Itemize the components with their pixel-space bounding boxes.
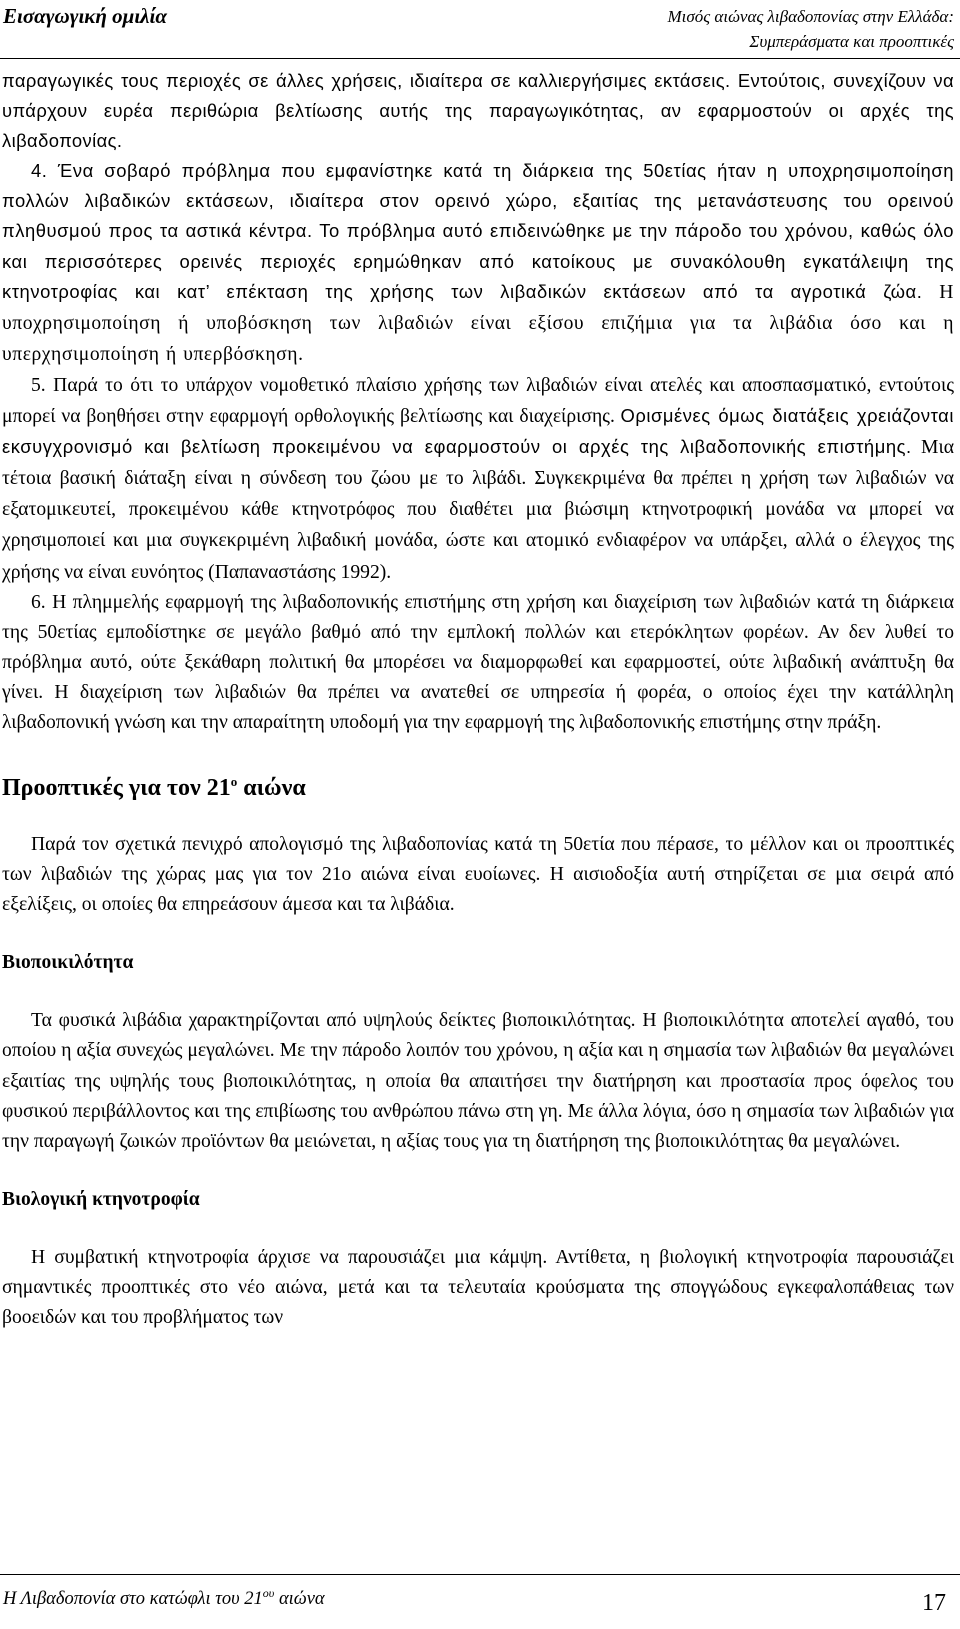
point-4-part-3: Η υποχρησιμοποίηση ή υποβόσκηση των λιβαδιών είναι εξίσου επιζήμια για τα λιβάδια όσο και η υπερχησιμοποίηση ή υπερβόσκηση. — [2, 281, 954, 365]
paragraph-biodiversity: Τα φυσικά λιβάδια χαρακτηρίζονται από υψηλούς δείκτες βιοποικιλότητας. Η βιοποικιλότητα αποτελεί αγαθό, του οποίου η αξία συνεχώς μεγαλώνει. Με την πάροδο λοιπόν του χρόνου, η αξία και η σημασία των λιβαδιών θα μεγαλώνει εξαιτίας της υψηλής τους βιοποικιλότητας, η οποία θα απαιτήσει την διατήρηση και προστασία προς όφελος του φυσικού περιβάλλοντος και της επιβίωσης του ανθρώπου πάνω στη γη. Με άλλα λόγια, όσο η σημασία των λιβαδιών για την παραγωγή ζωικών προϊόντων θα μειώνεται, η αξίας τους για τη διατήρηση της βιοποικιλότητας θα μεγαλώνει. — [2, 1010, 954, 1152]
paragraph-point-5 — [2, 370, 954, 588]
page-body — [2, 66, 954, 1333]
footer-title — [3, 1585, 325, 1610]
section-heading-text: Προοπτικές για τον 21 — [2, 775, 231, 802]
page-number: 17 — [922, 1590, 946, 1616]
point-4-part-2: Το πρόβλημα αυτό επιδεινώθηκε με την πάροδο του χρόνου, καθώς όλο και περισσότερες ορεινές περιοχές ερημώθηκαν από κατοίκους με συνακόλουθη εγκατάλειψη της κτηνοτροφίας και κατ’ επέκταση της χρήσης των λιβαδικών εκτάσεων από τα αγροτικά ζώα. — [2, 220, 955, 302]
footer-title-superscript: ου — [262, 1585, 275, 1600]
paragraph-prospects: Παρά τον σχετικά πενιχρό απολογισμό της λιβαδοπονίας κατά τη 50ετία που πέρασε, το μέλλον και οι προοπτικές των λιβαδιών της χώρας μας για τον 21ο αιώνα είναι ευοίωνες. Η αισιοδοξία αυτή στηρίζεται σε μια σειρά από εξελίξεις, οι οποίες θα επηρεάσουν άμεσα και τα λιβάδια. — [2, 834, 954, 916]
section-heading-end: αιώνα — [243, 775, 306, 802]
point-5-part-4: Συγκεκριμένα θα πρέπει η χρήση των λιβαδιών να εξατομικευτεί, προκειμένου κάθε κτηνοτρόφος που διαθέτει μια βιώσιμη κτηνοτροφική μονάδα να μπορεί να χρησιμοποιεί και μια συγκεκριμένη λιβαδική μονάδα, ώστε και ατομικό ενδιαφέρον να υπάρξει, αλλά ο έλεγχος της χρήσης να είναι ευνόητος (Παπαναστάσης 1992). — [2, 468, 954, 583]
point-5-part-3: Μια τέτοια βασική διάταξη είναι η σύνδεση του ζώου με το λιβάδι. — [2, 437, 954, 490]
footer-title-end: αιώνα — [278, 1589, 325, 1609]
header-right-line-1: Μισός αιώνας λιβαδοπονίας στην Ελλάδα: — [667, 7, 954, 26]
header-right-line-2: Συμπεράσματα και προοπτικές — [749, 32, 954, 51]
paragraph-continuation: παραγωγικές τους περιοχές σε άλλες χρήσεις, ιδιαίτερα σε καλλιεργήσιμες εκτάσεις. Εντούτοις, συνεχίζουν να υπάρχουν ευρέα περιθώρια βελτίωσης αυτής της παραγωγικότητας, αν εφαρμοστούν οι αρχές της λιβαδοπονίας. — [2, 70, 954, 152]
header-left-title: Εισαγωγική ομιλία — [3, 4, 167, 28]
point-5-part-1: 5. Παρά το ότι το υπάρχον νομοθετικό πλαίσιο χρήσης των λιβαδιών είναι ατελές και αποσπασματικό, εντούτοις μπορεί να βοηθήσει στην εφαρμογή ορθολογικής βελτίωσης και διαχείρισης. — [2, 374, 954, 428]
page-header — [0, 0, 960, 64]
footer-rule — [0, 1574, 960, 1575]
point-4-part-1: 4. Ένα σοβαρό πρόβλημα που εμφανίστηκε κατά τη διάρκεια της 50ετίας ήταν η υποχρησιμοποίηση πολλών λιβαδικών εκτάσεων, ιδιαίτερα στον ορεινό χώρο, εξαιτίας της μετανάστευσης του ορεινού πληθυσμού προς τα αστικά κέντρα. — [2, 160, 954, 242]
page-footer — [0, 1574, 960, 1629]
subheading-organic-livestock: Βιολογική κτηνοτροφία — [2, 1188, 200, 1210]
subheading-biodiversity: Βιοποικιλότητα — [2, 952, 134, 974]
paragraph-organic-livestock: Η συμβατική κτηνοτροφία άρχισε να παρουσιάζει μια κάμψη. Αντίθετα, η βιολογική κτηνοτροφία παρουσιάζει σημαντικές προοπτικές στο νέο αιώνα, μετά και τα τελευταία κρούσματα της σπογγώδους εγκεφαλοπάθειας των βοοειδών και του προβλήματος των — [2, 1246, 954, 1328]
section-heading-21st-century — [2, 773, 954, 803]
header-rule — [0, 58, 960, 59]
paragraph-point-4 — [2, 156, 954, 370]
paragraph-point-6: 6. Η πλημμελής εφαρμογή της λιβαδοπονικής επιστήμης στη χρήση και διαχείριση των λιβαδιών κατά τη διάρκεια της 50ετίας εμποδίστηκε σε μεγάλο βαθμό από την εμπλοκή πολλών και ετερόκλητων φορέων. Αν δεν λυθεί το πρόβλημα αυτό, ούτε ξεκάθαρη πολιτική θα μπορέσει να διαμορφωθεί και εφαρμοστεί, ούτε λιβαδική ανάπτυξη θα γίνει. Η διαχείριση των λιβαδιών θα πρέπει να ανατεθεί σε υπηρεσία ή φορέα, ο οποίος έχει την κατάλληλη λιβαδοπονική γνώση και την απαραίτητη υποδομή για την εφαρμογή της λιβαδοπονικής επιστήμης στην πράξη. — [2, 591, 954, 733]
footer-title-text: Η Λιβαδοπονία στο κατώφλι του 21 — [3, 1589, 263, 1609]
header-right-title — [668, 4, 955, 54]
section-heading-superscript: ο — [230, 774, 238, 790]
point-5-part-2: Ορισμένες όμως διατάξεις χρειάζονται εκσυγχρονισμό και βελτίωση προκειμένου να εφαρμοστούν οι αρχές της λιβαδοπονικής επιστήμης. — [2, 405, 954, 458]
